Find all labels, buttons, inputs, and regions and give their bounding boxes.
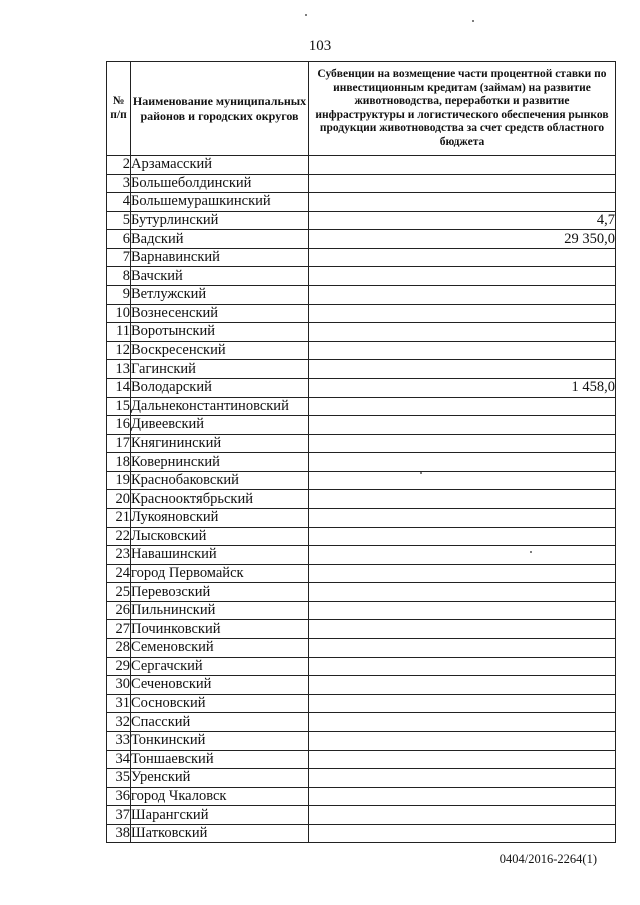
table-row xyxy=(107,676,616,695)
header-district-name: Наименование муниципальных районов и городских округов xyxy=(131,62,309,156)
table-row xyxy=(107,731,616,750)
row-number: 35 xyxy=(107,769,131,788)
district-name: Сеченовский xyxy=(131,676,309,695)
subsidy-value xyxy=(309,156,616,175)
subsidy-value xyxy=(309,546,616,565)
row-number: 32 xyxy=(107,713,131,732)
table-row xyxy=(107,824,616,843)
table-row xyxy=(107,564,616,583)
row-number: 14 xyxy=(107,378,131,397)
district-name: Пильнинский xyxy=(131,601,309,620)
district-name: Спасский xyxy=(131,713,309,732)
row-number: 3 xyxy=(107,174,131,193)
row-number: 23 xyxy=(107,546,131,565)
subsidy-value xyxy=(309,694,616,713)
district-name: Перевозский xyxy=(131,583,309,602)
row-number: 18 xyxy=(107,453,131,472)
district-name: Краснооктябрьский xyxy=(131,490,309,509)
table-row xyxy=(107,360,616,379)
row-number: 10 xyxy=(107,304,131,323)
document-code: 0404/2016-2264(1) xyxy=(499,852,597,866)
table-row xyxy=(107,341,616,360)
row-number: 22 xyxy=(107,527,131,546)
subsidy-value xyxy=(309,601,616,620)
table-row xyxy=(107,769,616,788)
district-name: Вадский xyxy=(131,230,309,249)
subsidy-value: 1 458,0 xyxy=(309,378,616,397)
table-row xyxy=(107,248,616,267)
district-name: Шарангский xyxy=(131,806,309,825)
district-name: Большеболдинский xyxy=(131,174,309,193)
table-row xyxy=(107,416,616,435)
subsidy-value xyxy=(309,267,616,286)
row-number: 36 xyxy=(107,787,131,806)
district-name: Ветлужский xyxy=(131,286,309,305)
row-number: 15 xyxy=(107,397,131,416)
table-row xyxy=(107,601,616,620)
table-row xyxy=(107,657,616,676)
table-row xyxy=(107,304,616,323)
row-number: 25 xyxy=(107,583,131,602)
district-name: Семеновский xyxy=(131,639,309,658)
district-name: Володарский xyxy=(131,378,309,397)
district-name: Сосновский xyxy=(131,694,309,713)
subsidy-value xyxy=(309,639,616,658)
district-name: Навашинский xyxy=(131,546,309,565)
subsidy-value xyxy=(309,360,616,379)
district-name: Княгининский xyxy=(131,434,309,453)
row-number: 33 xyxy=(107,731,131,750)
subsidy-value xyxy=(309,490,616,509)
subsidy-value xyxy=(309,193,616,212)
district-name: Вачский xyxy=(131,267,309,286)
table-row xyxy=(107,620,616,639)
district-name: Дальнеконстантиновский xyxy=(131,397,309,416)
row-number: 24 xyxy=(107,564,131,583)
row-number: 5 xyxy=(107,211,131,230)
table-row xyxy=(107,267,616,286)
subsidy-value xyxy=(309,416,616,435)
scan-speck xyxy=(305,14,307,16)
row-number: 6 xyxy=(107,230,131,249)
row-number: 12 xyxy=(107,341,131,360)
row-number: 37 xyxy=(107,806,131,825)
district-name: Тоншаевский xyxy=(131,750,309,769)
table-header-row xyxy=(107,62,616,156)
table-row xyxy=(107,174,616,193)
district-name: Лукояновский xyxy=(131,508,309,527)
row-number: 30 xyxy=(107,676,131,695)
table-row xyxy=(107,527,616,546)
subsidy-value xyxy=(309,434,616,453)
district-name: Шатковский xyxy=(131,824,309,843)
subsidy-value xyxy=(309,769,616,788)
row-number: 19 xyxy=(107,471,131,490)
row-number: 26 xyxy=(107,601,131,620)
table-row xyxy=(107,546,616,565)
row-number: 11 xyxy=(107,323,131,342)
district-name: Вознесенский xyxy=(131,304,309,323)
page-number: 103 xyxy=(308,38,332,54)
row-number: 4 xyxy=(107,193,131,212)
row-number: 8 xyxy=(107,267,131,286)
subsidy-value: 4,7 xyxy=(309,211,616,230)
table-row xyxy=(107,286,616,305)
subsidy-value xyxy=(309,731,616,750)
subsidy-value xyxy=(309,471,616,490)
district-name: Лысковский xyxy=(131,527,309,546)
district-name: Краснобаковский xyxy=(131,471,309,490)
table-row xyxy=(107,211,616,230)
row-number: 21 xyxy=(107,508,131,527)
subsidy-value xyxy=(309,323,616,342)
table-row xyxy=(107,230,616,249)
scan-speck xyxy=(472,20,474,22)
subsidy-value xyxy=(309,806,616,825)
district-name: Сергачский xyxy=(131,657,309,676)
row-number: 38 xyxy=(107,824,131,843)
subsidy-value xyxy=(309,564,616,583)
row-number: 20 xyxy=(107,490,131,509)
table-row xyxy=(107,583,616,602)
subsidy-value xyxy=(309,713,616,732)
subsidy-value xyxy=(309,341,616,360)
subsidy-value xyxy=(309,174,616,193)
district-name: Дивеевский xyxy=(131,416,309,435)
header-subsidy: Субвенции на возмещение части процентной ставки по инвестиционным кредитам (займам) на развитие животноводства, переработки и развитие инфраструктуры и логистического обеспечения рынков продукции животноводства за счет средств областного бюджета xyxy=(309,62,616,156)
district-name: Арзамасский xyxy=(131,156,309,175)
table-row xyxy=(107,397,616,416)
district-name: Воротынский xyxy=(131,323,309,342)
subsidy-table xyxy=(106,61,616,843)
table-row xyxy=(107,323,616,342)
subsidy-value xyxy=(309,657,616,676)
row-number: 13 xyxy=(107,360,131,379)
row-number: 27 xyxy=(107,620,131,639)
subsidy-value xyxy=(309,583,616,602)
table-row xyxy=(107,156,616,175)
subsidy-value xyxy=(309,248,616,267)
subsidy-value xyxy=(309,286,616,305)
district-name: Починковский xyxy=(131,620,309,639)
table-row xyxy=(107,713,616,732)
district-name: Гагинский xyxy=(131,360,309,379)
row-number: 2 xyxy=(107,156,131,175)
district-name: Бутурлинский xyxy=(131,211,309,230)
header-number: № п/п xyxy=(107,62,131,156)
district-name: Большемурашкинский xyxy=(131,193,309,212)
row-number: 16 xyxy=(107,416,131,435)
district-name: Тонкинский xyxy=(131,731,309,750)
table-row xyxy=(107,471,616,490)
district-name: Ковернинский xyxy=(131,453,309,472)
subsidy-value xyxy=(309,787,616,806)
table-row xyxy=(107,806,616,825)
row-number: 28 xyxy=(107,639,131,658)
subsidy-value xyxy=(309,676,616,695)
subsidy-value xyxy=(309,824,616,843)
subsidy-value xyxy=(309,750,616,769)
table-row xyxy=(107,639,616,658)
subsidy-value xyxy=(309,453,616,472)
table-row xyxy=(107,750,616,769)
row-number: 9 xyxy=(107,286,131,305)
subsidy-value: 29 350,0 xyxy=(309,230,616,249)
table-row xyxy=(107,694,616,713)
district-name: город Первомайск xyxy=(131,564,309,583)
district-name: Уренский xyxy=(131,769,309,788)
table-row xyxy=(107,434,616,453)
table-row xyxy=(107,193,616,212)
table-row xyxy=(107,453,616,472)
row-number: 7 xyxy=(107,248,131,267)
district-name: Воскресенский xyxy=(131,341,309,360)
subsidy-value xyxy=(309,304,616,323)
subsidy-value xyxy=(309,508,616,527)
district-name: Варнавинский xyxy=(131,248,309,267)
district-name: город Чкаловск xyxy=(131,787,309,806)
row-number: 31 xyxy=(107,694,131,713)
table-row xyxy=(107,508,616,527)
subsidy-value xyxy=(309,620,616,639)
table-row xyxy=(107,490,616,509)
row-number: 29 xyxy=(107,657,131,676)
table-row xyxy=(107,787,616,806)
subsidy-value xyxy=(309,527,616,546)
row-number: 17 xyxy=(107,434,131,453)
table-row xyxy=(107,378,616,397)
row-number: 34 xyxy=(107,750,131,769)
subsidy-value xyxy=(309,397,616,416)
